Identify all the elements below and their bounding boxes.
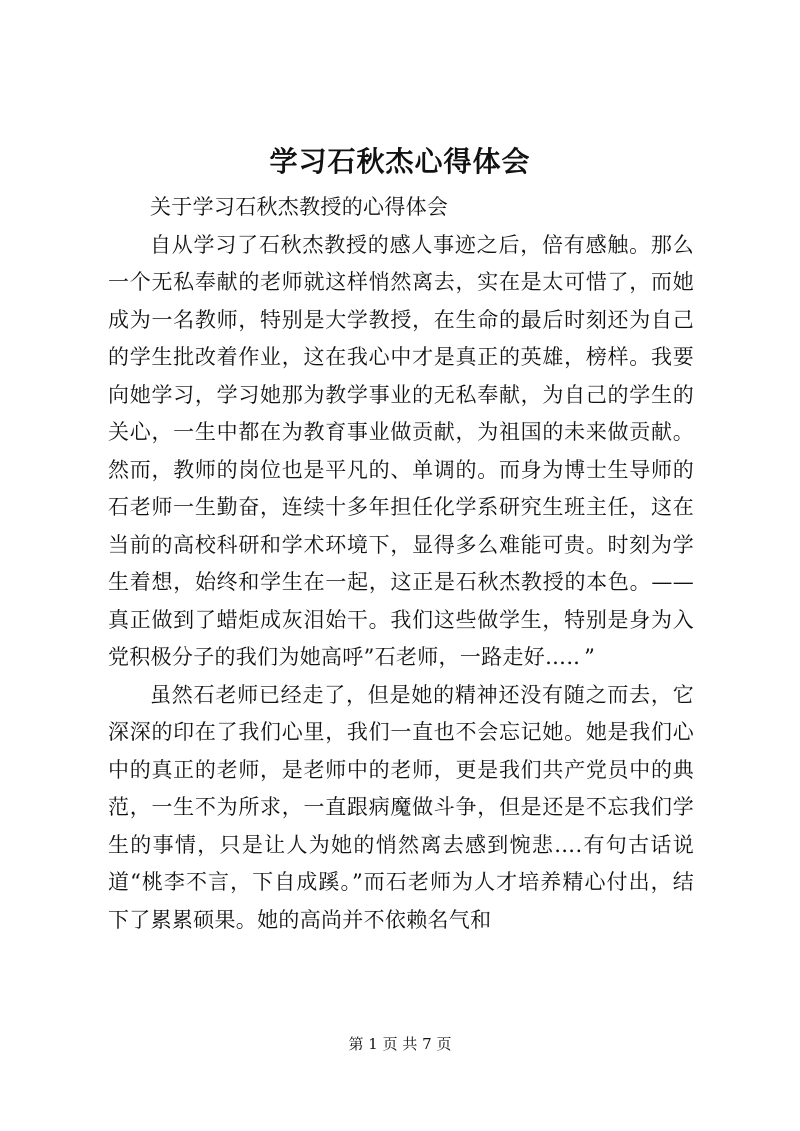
document-title: 学习石秋杰心得体会 (269, 145, 531, 178)
paragraph-2: 虽然石老师已经走了，但是她的精神还没有随之而去，它深深的印在了我们心里，我们一直也不会忘记她。她是我们心中的真正的老师，是老师中的老师，更是我们共产党员中的典范，一生不为所求，一直跟病魔做斗争，但是还是不忘我们学生的事情，只是让人为她的悄然离去感到惋悲….有句古话说道“桃李不言，下自成蹊。”而石老师为人才培养精心付出，结下了累累硕果。她的高尚并不依赖名气和 (108, 682, 694, 932)
paragraph-1: 自从学习了石秋杰教授的感人事迹之后，倍有感触。那么一个无私奉献的老师就这样悄然离去，实在是太可惜了，而她成为一名教师，特别是大学教授，在生命的最后时刻还为自己的学生批改着作业，这在我心中才是真正的英雄，榜样。我要向她学习，学习她那为教学事业的无私奉献，为自己的学生的关心，一生中都在为教育事业做贡献，为祖国的未来做贡献。然而，教师的岗位也是平凡的、单调的。而身为博士生导师的石老师一生勤奋，连续十多年担任化学系研究生班主任，这在当前的高校科研和学术环境下，显得多么难能可贵。时刻为学生着想，始终和学生在一起，这正是石秋杰教授的本色。——真正做到了蜡炬成灰泪始干。我们这些做学生，特别是身为入党积极分子的我们为她高呼”石老师，一路走好….．” (108, 232, 694, 669)
document-body (108, 189, 694, 939)
subtitle-line: 关于学习石秋杰教授的心得体会 (150, 195, 449, 219)
page-indicator: 第 1 页 共 7 页 (348, 1035, 452, 1053)
